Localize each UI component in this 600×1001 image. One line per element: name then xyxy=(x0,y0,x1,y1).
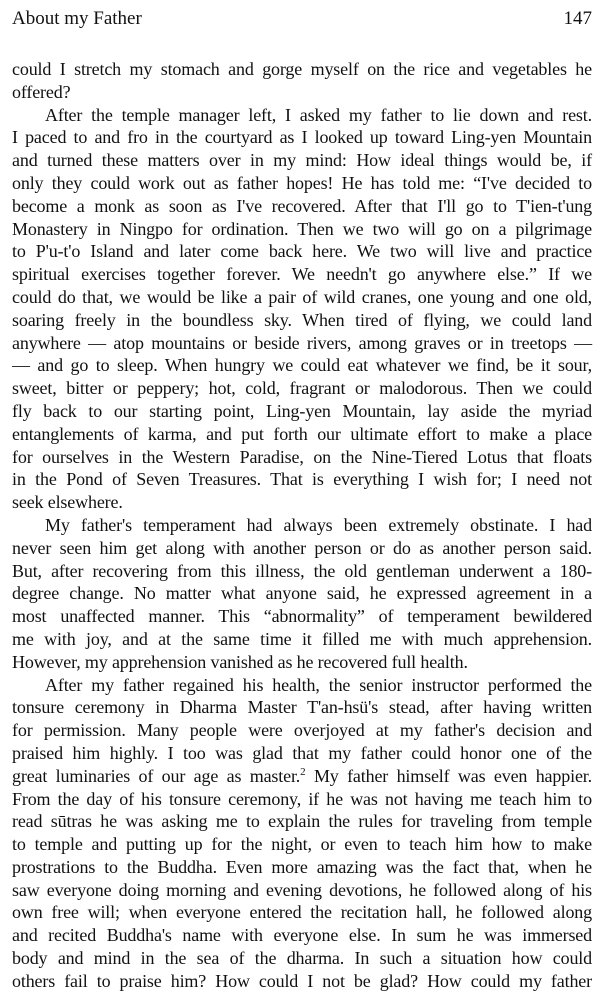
text-line: — and go to sleep. When hungry we could eat whatever we find, be it sour, xyxy=(12,355,592,376)
text-line: Monastery in Ningpo for ordination. Then we two will go on a pilgrimage xyxy=(12,218,592,239)
text-line: to temple and putting up for the night, or even to teach him how to make xyxy=(12,834,592,855)
text-line: never seen him get along with another person or do as another person said. xyxy=(12,537,592,558)
text-line: fly back to our starting point, Ling-yen Mountain, lay aside the myriad xyxy=(12,400,592,421)
text-line: soaring freely in the boundless sky. When tired of flying, we could land xyxy=(12,309,592,330)
paragraph xyxy=(12,104,592,514)
text-line: and turned these matters over in my mind: How ideal things would be, if xyxy=(12,150,592,171)
text-line: me with joy, and at the same time it filled me with much apprehension. xyxy=(12,628,592,649)
text-line: in the Pond of Seven Treasures. That is everything I wish for; I need not xyxy=(12,469,592,490)
text-line: After the temple manager left, I asked my father to lie down and rest. xyxy=(45,104,592,125)
text-line: prostrations to the Buddha. Even more amazing was the fact that, when he xyxy=(12,856,592,877)
text-line: From the day of his tonsure ceremony, if he was not having me teach him to xyxy=(12,788,592,809)
text-line: My father's temperament had always been extremely obstinate. I had xyxy=(45,514,592,535)
text-line: become a monk as soon as I've recovered. After that I'll go to T'ien-t'ung xyxy=(12,195,592,216)
text-line: others fail to praise him? How could I not be glad? How could my father xyxy=(12,970,592,991)
text-line: seek elsewhere. xyxy=(12,492,123,513)
body-text xyxy=(12,58,592,993)
text-line: could do that, we would be like a pair of wild cranes, one young and one old, xyxy=(12,286,592,307)
text-line: anywhere — atop mountains or beside rivers, among graves or in treetops — xyxy=(12,332,592,353)
text-line: However, my apprehension vanished as he recovered full health. xyxy=(12,651,468,672)
text-line: most unaffected manner. This “abnormality” of temperament bewildered xyxy=(12,606,592,627)
text-line: offered? xyxy=(12,81,71,102)
text-line: read sūtras he was asking me to explain the rules for traveling from temple xyxy=(12,811,592,832)
text-line: for ourselves in the Western Paradise, on the Nine-Tiered Lotus that floats xyxy=(12,446,592,467)
text-line: own free will; when everyone entered the recitation hall, he followed along xyxy=(12,902,592,923)
text-line: degree change. No matter what anyone said, he expressed agreement in a xyxy=(12,583,592,604)
footnote-marker[interactable]: 2 xyxy=(300,765,306,778)
text-line: to P'u-t'o Island and later come back here. We two will live and practice xyxy=(12,241,592,262)
paragraph xyxy=(12,58,592,104)
text-line: But, after recovering from this illness, the old gentleman underwent a 180- xyxy=(12,560,592,581)
text-line: entanglements of karma, and put forth our ultimate effort to make a place xyxy=(12,423,592,444)
paragraph xyxy=(12,514,592,674)
text-line: praised him highly. I too was glad that my father could honor one of the xyxy=(12,742,592,763)
text-line: for permission. Many people were overjoyed at my father's decision and xyxy=(12,720,592,741)
text-line: spiritual exercises together forever. We needn't go anywhere else.” If we xyxy=(12,264,592,285)
chapter-title: About my Father xyxy=(12,8,142,29)
page-number: 147 xyxy=(563,8,592,29)
text-line: and recited Buddha's name with everyone else. In sum he was immersed xyxy=(12,925,592,946)
text-line: saw everyone doing morning and evening devotions, he followed along of his xyxy=(12,879,592,900)
text-line: body and mind in the sea of the dharma. In such a situation how could xyxy=(12,948,592,969)
text-line: great luminaries of our age as master.$^2$ My father himself was even happier. xyxy=(12,765,592,786)
text-line: sweet, bitter or peppery; hot, cold, fragrant or malodorous. Then we could xyxy=(12,378,592,399)
text-line: could I stretch my stomach and gorge myself on the rice and vegetables he xyxy=(12,59,592,79)
paragraph xyxy=(12,674,592,993)
text-line: only they could work out as father hopes! He has told me: “I've decided to xyxy=(12,172,592,193)
text-line: tonsure ceremony in Dharma Master T'an-hsü's stead, after having written xyxy=(12,697,592,718)
text-line: After my father regained his health, the senior instructor performed the xyxy=(45,674,592,695)
text-line: I paced to and fro in the courtyard as I looked up toward Ling-yen Mountain xyxy=(12,127,592,148)
running-header xyxy=(12,8,592,32)
